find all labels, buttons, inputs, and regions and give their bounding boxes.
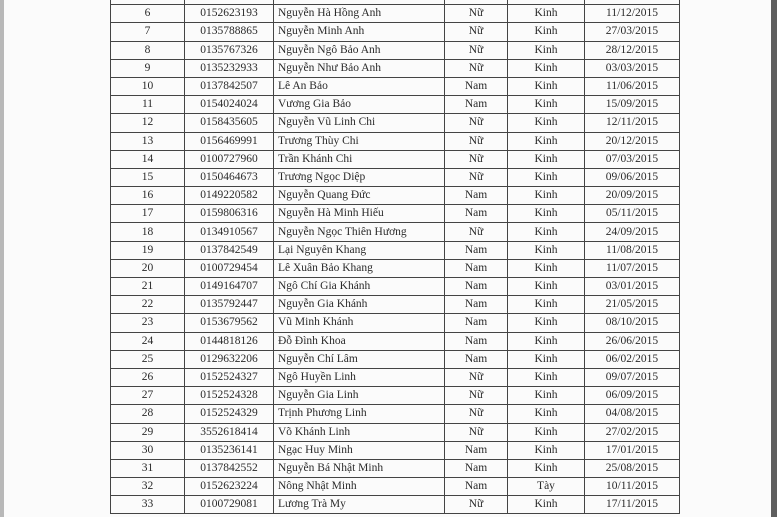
document-page xyxy=(4,0,771,517)
cell-student-code: 0150464673 xyxy=(185,168,274,186)
cell-student-code: 0100727960 xyxy=(185,150,274,168)
cell-ethnicity: Kinh xyxy=(508,168,585,186)
cell-date-of-birth: 03/01/2015 xyxy=(585,278,680,296)
cell-student-code: 0135236141 xyxy=(185,441,274,459)
table-row xyxy=(111,350,680,368)
cell-full-name: Trần Khánh Chi xyxy=(274,150,445,168)
table-row xyxy=(111,168,680,186)
table-row xyxy=(111,405,680,423)
cell-gender: Nam xyxy=(445,441,508,459)
cell-student-code: 0135792447 xyxy=(185,296,274,314)
cell-student-code: 0135232933 xyxy=(185,59,274,77)
cell-stt: 6 xyxy=(111,5,185,23)
cell-gender: Nam xyxy=(445,259,508,277)
cell-gender: Nam xyxy=(445,278,508,296)
cell-gender: Nam xyxy=(445,296,508,314)
cell-stt: 20 xyxy=(111,259,185,277)
cell-full-name: Nguyễn Ngô Bảo Anh xyxy=(274,41,445,59)
cell-full-name: Nguyễn Bá Nhật Minh xyxy=(274,459,445,477)
table-row xyxy=(111,187,680,205)
cell-student-code: 0153679562 xyxy=(185,314,274,332)
cell-full-name: Lương Trà My xyxy=(274,496,445,514)
cell-full-name: Nguyễn Vũ Linh Chi xyxy=(274,114,445,132)
cell-date-of-birth: 11/12/2015 xyxy=(585,5,680,23)
cell-date-of-birth: 27/03/2015 xyxy=(585,23,680,41)
table-row xyxy=(111,314,680,332)
cell-stt: 14 xyxy=(111,150,185,168)
cell-full-name: Nguyễn Chí Lâm xyxy=(274,350,445,368)
cell-student-code: 0137842552 xyxy=(185,459,274,477)
cell-stt: 17 xyxy=(111,205,185,223)
cell-ethnicity: Kinh xyxy=(508,241,585,259)
cell-stt: 32 xyxy=(111,478,185,496)
table-row xyxy=(111,387,680,405)
cell-date-of-birth: 25/08/2015 xyxy=(585,459,680,477)
cell-ethnicity: Kinh xyxy=(508,423,585,441)
cell-gender: Nam xyxy=(445,241,508,259)
cell-full-name: Ngô Chí Gia Khánh xyxy=(274,278,445,296)
cell-student-code: 0152623193 xyxy=(185,5,274,23)
cell-gender: Nam xyxy=(445,350,508,368)
cell-full-name: Lại Nguyên Khang xyxy=(274,241,445,259)
cell-date-of-birth: 21/05/2015 xyxy=(585,296,680,314)
cell-gender: Nữ xyxy=(445,387,508,405)
cell-ethnicity: Kinh xyxy=(508,314,585,332)
cell-date-of-birth: 12/11/2015 xyxy=(585,114,680,132)
cell-date-of-birth: 09/06/2015 xyxy=(585,168,680,186)
cell-student-code: 0134910567 xyxy=(185,223,274,241)
cell-gender: Nữ xyxy=(445,132,508,150)
table-row xyxy=(111,150,680,168)
cell-gender: Nam xyxy=(445,459,508,477)
table-row xyxy=(111,278,680,296)
cell-ethnicity: Kinh xyxy=(508,496,585,514)
cell-student-code: 0152623224 xyxy=(185,478,274,496)
cell-gender: Nam xyxy=(445,314,508,332)
cell-full-name: Trương Ngọc Diệp xyxy=(274,168,445,186)
table-row xyxy=(111,332,680,350)
cell-gender: Nữ xyxy=(445,23,508,41)
cell-stt: 33 xyxy=(111,496,185,514)
cell-gender: Nam xyxy=(445,77,508,95)
cell-gender: Nữ xyxy=(445,150,508,168)
table-row xyxy=(111,59,680,77)
cell-student-code: 0149220582 xyxy=(185,187,274,205)
table-row xyxy=(111,441,680,459)
table-row xyxy=(111,23,680,41)
cell-student-code: 0152524329 xyxy=(185,405,274,423)
cell-ethnicity: Kinh xyxy=(508,132,585,150)
cell-gender: Nữ xyxy=(445,168,508,186)
cell-gender: Nữ xyxy=(445,114,508,132)
cell-ethnicity: Kinh xyxy=(508,278,585,296)
cell-date-of-birth: 04/08/2015 xyxy=(585,405,680,423)
cell-gender: Nam xyxy=(445,478,508,496)
cell-ethnicity: Kinh xyxy=(508,223,585,241)
cell-stt: 9 xyxy=(111,59,185,77)
cell-ethnicity: Kinh xyxy=(508,368,585,386)
cell-date-of-birth: 08/10/2015 xyxy=(585,314,680,332)
cell-ethnicity: Kinh xyxy=(508,23,585,41)
cell-stt: 26 xyxy=(111,368,185,386)
cell-date-of-birth: 17/01/2015 xyxy=(585,441,680,459)
cell-stt: 13 xyxy=(111,132,185,150)
cell-date-of-birth: 27/02/2015 xyxy=(585,423,680,441)
cell-ethnicity: Kinh xyxy=(508,387,585,405)
cell-ethnicity: Kinh xyxy=(508,350,585,368)
cell-date-of-birth: 26/06/2015 xyxy=(585,332,680,350)
cell-full-name: Nguyễn Ngọc Thiên Hương xyxy=(274,223,445,241)
cell-full-name: Nguyễn Gia Linh xyxy=(274,387,445,405)
cell-student-code: 0158435605 xyxy=(185,114,274,132)
cell-stt: 23 xyxy=(111,314,185,332)
cell-full-name: Ngô Huyền Linh xyxy=(274,368,445,386)
table-row xyxy=(111,132,680,150)
cell-full-name: Trịnh Phương Linh xyxy=(274,405,445,423)
cell-stt: 29 xyxy=(111,423,185,441)
cell-gender: Nam xyxy=(445,332,508,350)
table-row xyxy=(111,368,680,386)
cell-full-name: Trương Thùy Chi xyxy=(274,132,445,150)
cell-full-name: Nông Nhật Minh xyxy=(274,478,445,496)
cell-full-name: Vương Gia Bảo xyxy=(274,96,445,114)
cell-date-of-birth: 20/12/2015 xyxy=(585,132,680,150)
cell-ethnicity: Kinh xyxy=(508,150,585,168)
cell-ethnicity: Kinh xyxy=(508,405,585,423)
table-row xyxy=(111,296,680,314)
cell-ethnicity: Kinh xyxy=(508,259,585,277)
cell-stt: 10 xyxy=(111,77,185,95)
cell-date-of-birth: 11/07/2015 xyxy=(585,259,680,277)
cell-date-of-birth: 03/03/2015 xyxy=(585,59,680,77)
viewer-scrollbar[interactable] xyxy=(771,0,777,517)
cell-full-name: Nguyễn Hà Minh Hiếu xyxy=(274,205,445,223)
cell-full-name: Vũ Minh Khánh xyxy=(274,314,445,332)
cell-full-name: Lê An Bảo xyxy=(274,77,445,95)
cell-full-name: Nguyễn Hà Hồng Anh xyxy=(274,5,445,23)
cell-ethnicity: Kinh xyxy=(508,114,585,132)
cell-ethnicity: Kinh xyxy=(508,459,585,477)
cell-gender: Nam xyxy=(445,205,508,223)
table-row xyxy=(111,259,680,277)
cell-ethnicity: Kinh xyxy=(508,5,585,23)
cell-student-code: 0129632206 xyxy=(185,350,274,368)
table-row xyxy=(111,114,680,132)
cell-student-code: 0137842507 xyxy=(185,77,274,95)
cell-gender: Nữ xyxy=(445,496,508,514)
cell-ethnicity: Tày xyxy=(508,478,585,496)
table-row xyxy=(111,241,680,259)
cell-student-code: 0152524328 xyxy=(185,387,274,405)
cell-gender: Nữ xyxy=(445,223,508,241)
cell-gender: Nam xyxy=(445,96,508,114)
cell-student-code: 0135788865 xyxy=(185,23,274,41)
cell-stt: 21 xyxy=(111,278,185,296)
cell-student-code: 0137842549 xyxy=(185,241,274,259)
cell-date-of-birth: 06/02/2015 xyxy=(585,350,680,368)
cell-student-code: 0152524327 xyxy=(185,368,274,386)
student-roster-table xyxy=(110,0,680,514)
cell-date-of-birth: 10/11/2015 xyxy=(585,478,680,496)
cell-gender: Nữ xyxy=(445,41,508,59)
cell-gender: Nam xyxy=(445,187,508,205)
cell-stt: 16 xyxy=(111,187,185,205)
cell-full-name: Ngạc Huy Minh xyxy=(274,441,445,459)
cell-date-of-birth: 11/06/2015 xyxy=(585,77,680,95)
cell-stt: 8 xyxy=(111,41,185,59)
cell-student-code: 0100729454 xyxy=(185,259,274,277)
cell-stt: 12 xyxy=(111,114,185,132)
roster-body xyxy=(111,0,680,514)
cell-date-of-birth: 09/07/2015 xyxy=(585,368,680,386)
cell-stt: 24 xyxy=(111,332,185,350)
cell-ethnicity: Kinh xyxy=(508,205,585,223)
table-row xyxy=(111,5,680,23)
cell-stt: 19 xyxy=(111,241,185,259)
table-row xyxy=(111,41,680,59)
cell-stt: 15 xyxy=(111,168,185,186)
table-row xyxy=(111,496,680,514)
cell-date-of-birth: 28/12/2015 xyxy=(585,41,680,59)
cell-gender: Nữ xyxy=(445,405,508,423)
cell-stt: 25 xyxy=(111,350,185,368)
table-row xyxy=(111,478,680,496)
cell-stt: 18 xyxy=(111,223,185,241)
cell-stt: 31 xyxy=(111,459,185,477)
cell-ethnicity: Kinh xyxy=(508,59,585,77)
table-row xyxy=(111,77,680,95)
cell-student-code: 0144818126 xyxy=(185,332,274,350)
cell-full-name: Nguyễn Như Bảo Anh xyxy=(274,59,445,77)
cell-ethnicity: Kinh xyxy=(508,41,585,59)
cell-gender: Nữ xyxy=(445,5,508,23)
cell-ethnicity: Kinh xyxy=(508,77,585,95)
cell-student-code: 0135767326 xyxy=(185,41,274,59)
cell-ethnicity: Kinh xyxy=(508,332,585,350)
cell-full-name: Nguyễn Gia Khánh xyxy=(274,296,445,314)
cell-full-name: Lê Xuân Bảo Khang xyxy=(274,259,445,277)
cell-full-name: Nguyễn Minh Anh xyxy=(274,23,445,41)
cell-date-of-birth: 24/09/2015 xyxy=(585,223,680,241)
cell-date-of-birth: 20/09/2015 xyxy=(585,187,680,205)
cell-student-code: 3552618414 xyxy=(185,423,274,441)
table-row xyxy=(111,459,680,477)
cell-gender: Nữ xyxy=(445,59,508,77)
cell-ethnicity: Kinh xyxy=(508,96,585,114)
cell-full-name: Nguyễn Quang Đức xyxy=(274,187,445,205)
table-row xyxy=(111,96,680,114)
cell-student-code: 0100729081 xyxy=(185,496,274,514)
cell-date-of-birth: 17/11/2015 xyxy=(585,496,680,514)
cell-date-of-birth: 11/08/2015 xyxy=(585,241,680,259)
cell-stt: 22 xyxy=(111,296,185,314)
cell-stt: 28 xyxy=(111,405,185,423)
cell-date-of-birth: 05/11/2015 xyxy=(585,205,680,223)
cell-stt: 27 xyxy=(111,387,185,405)
cell-ethnicity: Kinh xyxy=(508,187,585,205)
cell-student-code: 0154024024 xyxy=(185,96,274,114)
cell-full-name: Đỗ Đình Khoa xyxy=(274,332,445,350)
table-row xyxy=(111,223,680,241)
cell-student-code: 0156469991 xyxy=(185,132,274,150)
cell-stt: 30 xyxy=(111,441,185,459)
cell-student-code: 0159806316 xyxy=(185,205,274,223)
cell-ethnicity: Kinh xyxy=(508,441,585,459)
cell-stt: 11 xyxy=(111,96,185,114)
cell-date-of-birth: 07/03/2015 xyxy=(585,150,680,168)
cell-date-of-birth: 06/09/2015 xyxy=(585,387,680,405)
cell-gender: Nữ xyxy=(445,423,508,441)
cell-gender: Nữ xyxy=(445,368,508,386)
cell-date-of-birth: 15/09/2015 xyxy=(585,96,680,114)
table-row xyxy=(111,205,680,223)
cell-stt: 7 xyxy=(111,23,185,41)
cell-ethnicity: Kinh xyxy=(508,296,585,314)
cell-student-code: 0149164707 xyxy=(185,278,274,296)
table-row xyxy=(111,423,680,441)
cell-full-name: Võ Khánh Linh xyxy=(274,423,445,441)
